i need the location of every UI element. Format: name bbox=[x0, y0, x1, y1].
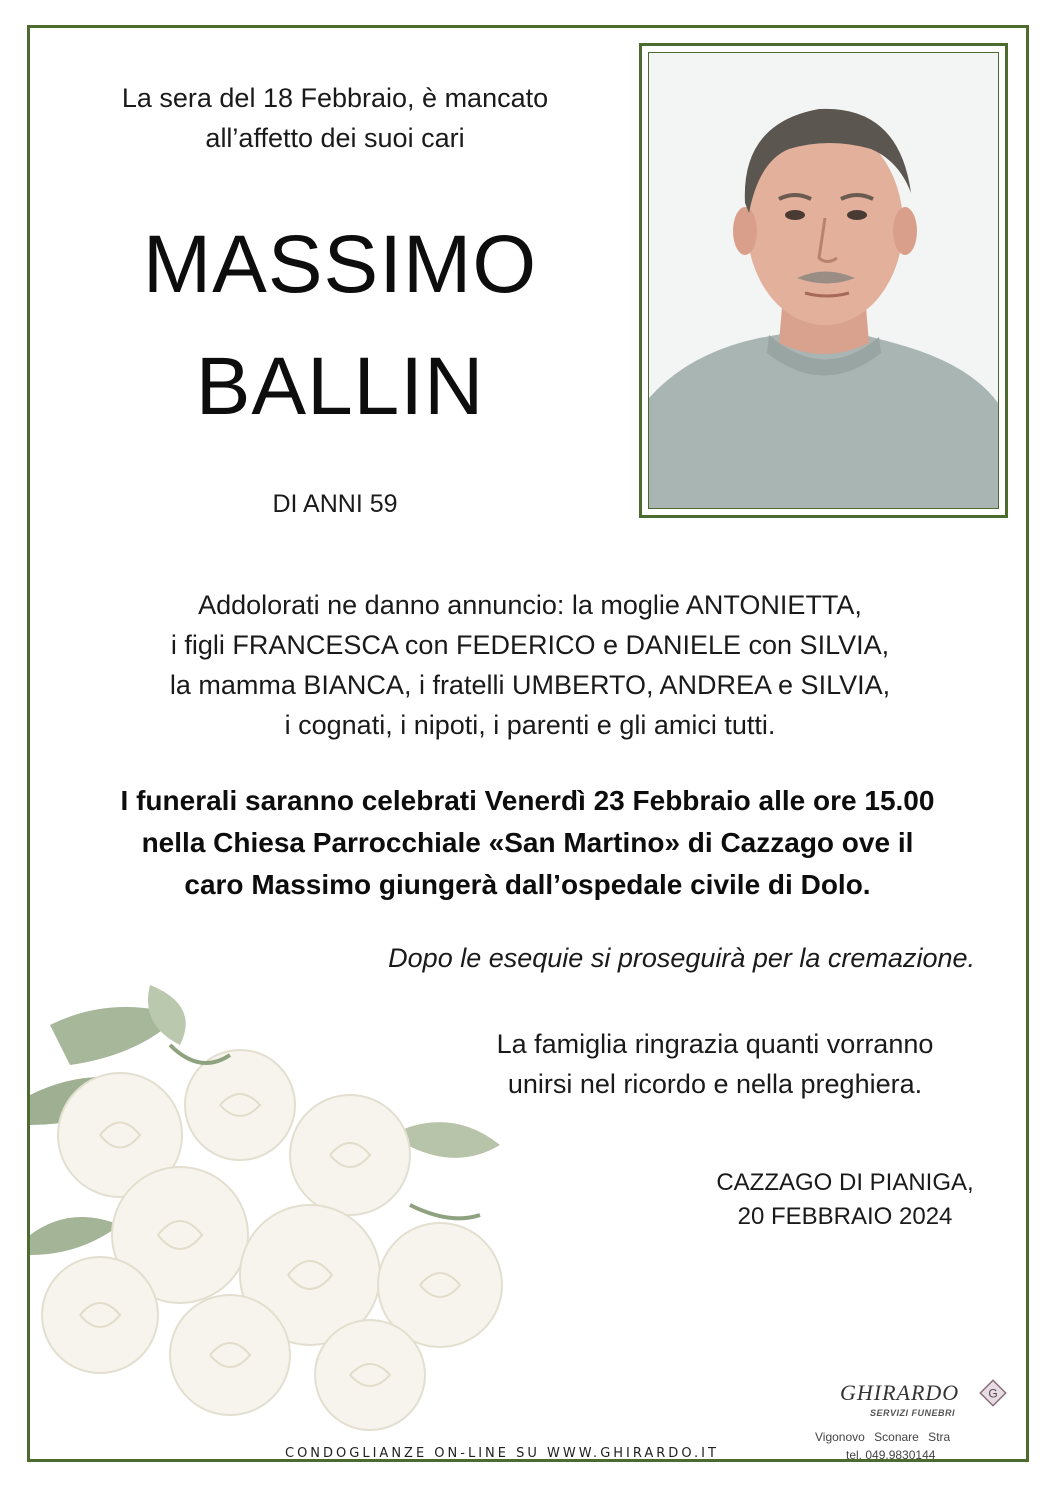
funeral-line: caro Massimo giungerà dall’ospedale civile di Dolo. bbox=[184, 869, 871, 900]
portrait-illustration bbox=[649, 53, 998, 508]
portrait-photo bbox=[648, 52, 999, 509]
logo-subtitle: SERVIZI FUNEBRI bbox=[870, 1408, 956, 1418]
logo-diamond-icon bbox=[978, 1378, 1008, 1408]
funeral-details bbox=[40, 780, 1015, 906]
white-roses-image bbox=[30, 985, 570, 1455]
funeral-line: nella Chiesa Parrocchiale «San Martino» di Cazzago ove il bbox=[141, 827, 914, 858]
date-line: 20 FEBBRAIO 2024 bbox=[737, 1203, 953, 1230]
thanks-line: La famiglia ringrazia quanti vorranno bbox=[496, 1029, 934, 1059]
place-date bbox=[690, 1166, 1000, 1234]
funeral-line: I funerali saranno celebrati Venerdì 23 Febbraio alle ore 15.00 bbox=[120, 785, 935, 816]
thanks-line: unirsi nel ricordo e nella preghiera. bbox=[507, 1069, 923, 1099]
logo-name: GHIRARDO bbox=[840, 1380, 960, 1405]
logo-mark-letter: G bbox=[988, 1386, 998, 1401]
funeral-home-logo bbox=[810, 1372, 1010, 1462]
announcement-line: i figli FRANCESCA con FEDERICO e DANIELE con SILVIA, bbox=[170, 630, 890, 660]
portrait-frame bbox=[639, 43, 1008, 518]
cremation-note: Dopo le esequie si proseguirà per la cremazione. bbox=[388, 943, 975, 973]
intro-line-2: all’affetto dei suoi cari bbox=[205, 123, 465, 153]
deceased-age: DI ANNI 59 bbox=[272, 490, 398, 518]
place-line: CAZZAGO DI PIANIGA, bbox=[716, 1169, 974, 1196]
announcement-line: Addolorati ne danno annuncio: la moglie ANTONIETTA, bbox=[198, 590, 862, 620]
online-condolences: CONDOGLIANZE ON-LINE SU WWW.GHIRARDO.IT bbox=[285, 1446, 719, 1461]
deceased-first-name: MASSIMO bbox=[142, 219, 538, 310]
intro-line-1: La sera del 18 Febbraio, è mancato bbox=[121, 83, 549, 113]
logo-locations: Vigonovo Sconare Stra bbox=[815, 1430, 951, 1444]
announcement-line: i cognati, i nipoti, i parenti e gli amici tutti. bbox=[284, 710, 776, 740]
deceased-last-name: BALLIN bbox=[195, 341, 485, 432]
logo-phone: tel. 049.9830144 bbox=[846, 1448, 936, 1462]
intro-text bbox=[60, 78, 610, 158]
announcement-line: la mamma BIANCA, i fratelli UMBERTO, ANDREA e SILVIA, bbox=[169, 670, 891, 700]
announcement-text bbox=[60, 585, 1000, 745]
